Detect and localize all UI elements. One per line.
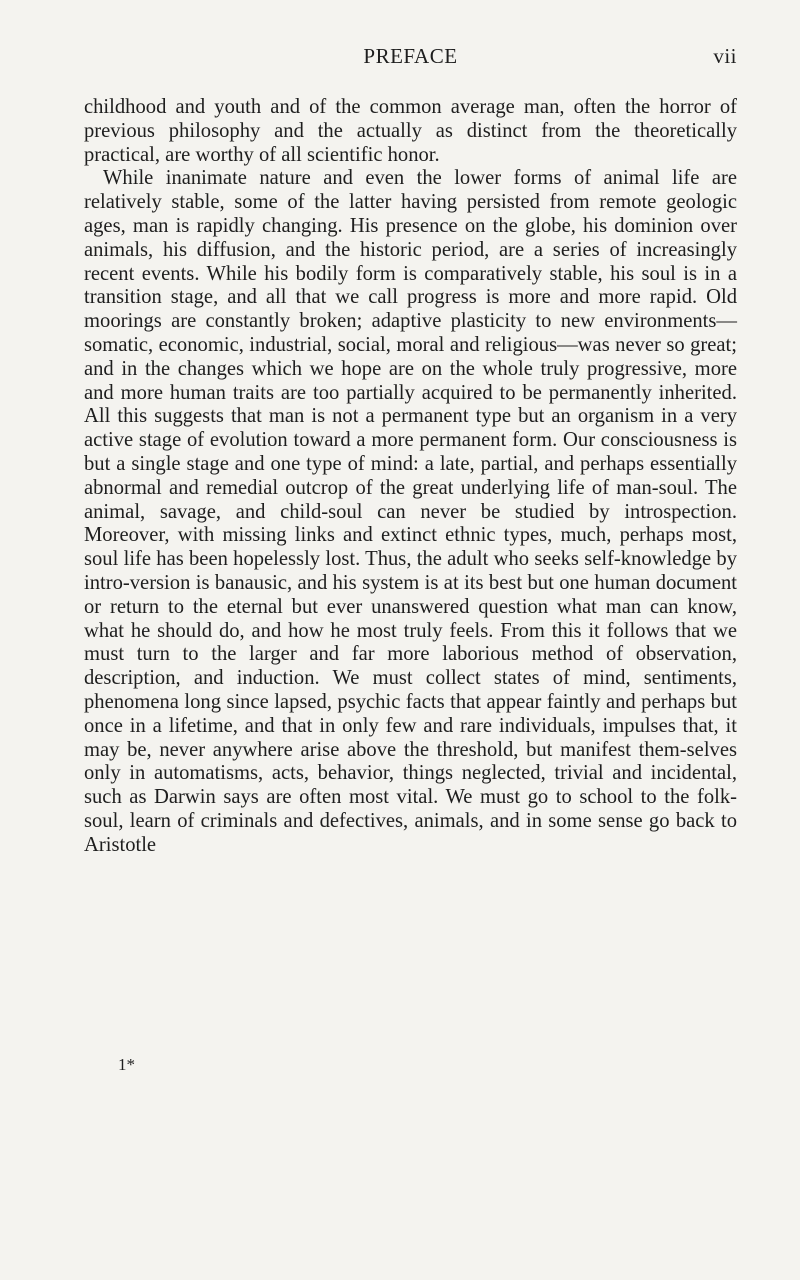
page-number: vii (713, 44, 737, 68)
running-title: PREFACE (363, 44, 458, 68)
running-head (84, 44, 737, 74)
signature-mark: 1* (118, 1055, 135, 1074)
paragraph: While inanimate nature and even the lower forms of animal life are relatively stable, some of the latter having persisted from remote geologic ages, man is rapidly changing. His presence on the globe, his dominion over animals, his diffusion, and the historic period, are a series of increasingly recent events. While his bodily form is comparatively stable, his soul is in a transition stage, and all that we call progress is more and more rapid. Old moorings are constantly broken; adaptive plasticity to new environments—somatic, economic, industrial, social, moral and religious—was never so great; and in the changes which we hope are on the whole truly progressive, more and more human traits are too partially acquired to be permanently inherited. All this suggests that man is not a permanent type but an organism in a very active stage of evolution toward a more permanent form. Our consciousness is but a single stage and one type of mind: a late, partial, and perhaps essentially abnormal and remedial outcrop of the great underlying life of man-soul. The animal, savage, and child-soul can never be studied by introspection. Moreover, with missing links and extinct ethnic types, much, perhaps most, soul life has been hopelessly lost. Thus, the adult who seeks self-knowledge by intro-version is banausic, and his system is at its best but one human document or return to the eternal but ever unanswered question what man can know, what he should do, and how he most truly feels. From this it follows that we must turn to the larger and far more laborious method of observation, description, and induction. We must collect states of mind, sentiments, phenomena long since lapsed, psychic facts that appear faintly and perhaps but once in a lifetime, and that in only few and rare individuals, impulses that, it may be, never anywhere arise above the threshold, but manifest them-selves only in automatisms, acts, behavior, things neglected, trivial and incidental, such as Darwin says are often most vital. We must go to school to the folk-soul, learn of criminals and defectives, animals, and in some sense go back to Aristotle (84, 167, 737, 856)
paragraph-continuation: childhood and youth and of the common average man, often the horror of previous philosophy and the actually as distinct from the theoretically practical, are worthy of all scientific honor. (84, 96, 737, 166)
body-text (84, 96, 737, 858)
